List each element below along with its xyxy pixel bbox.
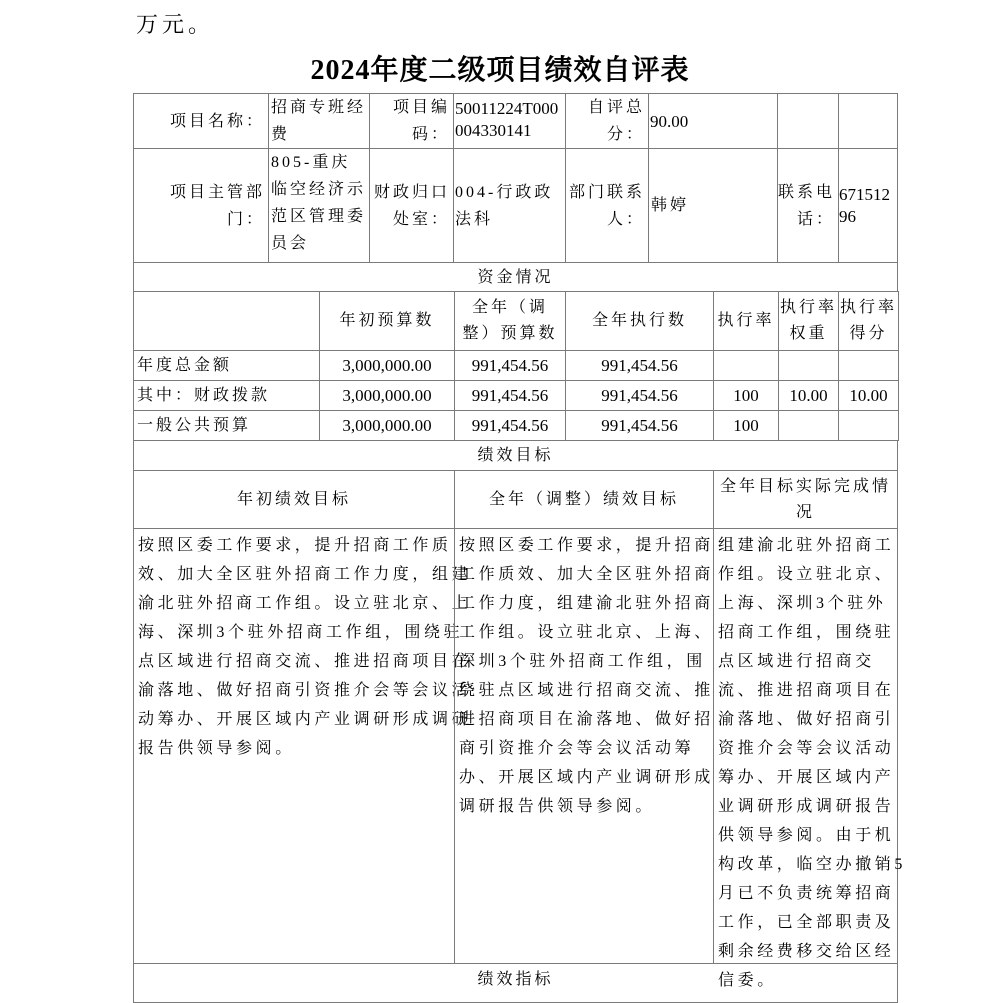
goal-line: 工作力度，组建渝北驻外招商 — [459, 595, 714, 612]
goal-line: 动筹办、开展区域内产业调研形成调研 — [138, 711, 472, 728]
goal-line: 组建渝北驻外招商工 — [718, 537, 895, 554]
goal-line: 点区域进行招商交流、推进招商项目在 — [138, 653, 472, 670]
goals-header-actual: 全年目标实际完成情况 — [713, 470, 898, 529]
funding-cell: 10.00 — [838, 380, 899, 411]
funding-row-label: 其中：财政拨款 — [133, 380, 320, 411]
goal-line: 进招商项目在渝落地、做好招 — [459, 711, 714, 728]
project-name-label: 项目名称： — [133, 93, 269, 149]
goal-line: 渝落地、做好招商引资推介会等会议活 — [138, 682, 472, 699]
funding-cell — [713, 350, 779, 381]
goal-line: 业调研形成调研报告 — [718, 798, 895, 815]
goal-line: 深圳3个驻外招商工作组，围 — [459, 653, 706, 670]
funding-cell: 991,454.56 — [565, 380, 714, 411]
goal-line: 流、推进招商项目在 — [718, 682, 895, 699]
phone-label: 联系电话： — [777, 148, 839, 263]
score-label: 自评总分： — [565, 93, 649, 149]
goal-line: 工作质效、加大全区驻外招商 — [459, 566, 714, 583]
funding-header: 全年（调整）预算数 — [454, 291, 566, 351]
funding-cell — [778, 410, 839, 441]
funding-header — [133, 291, 320, 351]
goal-line: 报告供领导参阅。 — [138, 740, 295, 757]
funding-section-title: 资金情况 — [133, 262, 898, 292]
goal-actual-text — [713, 528, 907, 989]
funding-cell: 3,000,000.00 — [319, 380, 455, 411]
header-text: 万元。 — [136, 12, 215, 37]
funding-cell: 10.00 — [778, 380, 839, 411]
goal-line: 调研报告供领导参阅。 — [459, 798, 656, 815]
goal-line: 筹办、开展区域内产 — [718, 769, 895, 786]
goal-adjusted-text — [454, 528, 714, 964]
empty-cell — [777, 93, 839, 149]
goal-line: 绕驻点区域进行招商交流、推 — [459, 682, 714, 699]
goal-line: 作组。设立驻北京、 — [718, 566, 895, 583]
funding-cell: 991,454.56 — [454, 350, 566, 381]
funding-cell: 991,454.56 — [565, 410, 714, 441]
funding-cell: 100 — [713, 380, 779, 411]
goal-line: 月已不负责统筹招商 — [718, 885, 895, 902]
goal-line: 工作，已全部职责及 — [718, 914, 895, 931]
dept-label: 项目主管部门： — [133, 148, 269, 263]
funding-cell — [778, 350, 839, 381]
funding-cell: 100 — [713, 410, 779, 441]
goal-initial-text — [133, 528, 472, 964]
dept-value: 805-重庆临空经济示范区管理委员会 — [268, 148, 370, 263]
indicators-section-title: 绩效指标 — [133, 963, 898, 1003]
goal-line: 按照区委工作要求，提升招商工作质 — [138, 537, 452, 554]
funding-header: 执行率权重 — [778, 291, 839, 351]
finance-value: 004-行政政法科 — [453, 148, 566, 263]
funding-cell: 991,454.56 — [454, 380, 566, 411]
funding-header: 年初预算数 — [319, 291, 455, 351]
funding-header: 执行率 — [713, 291, 779, 351]
goal-line: 构改革，临空办撤销5 — [718, 856, 907, 873]
empty-cell — [838, 93, 898, 149]
funding-header: 全年执行数 — [565, 291, 714, 351]
goal-line: 渝北驻外招商工作组。设立驻北京、上 — [138, 595, 472, 612]
finance-label: 财政归口处室： — [369, 148, 454, 263]
goal-line: 供领导参阅。由于机 — [718, 827, 895, 844]
funding-header: 执行率得分 — [838, 291, 899, 351]
funding-cell: 3,000,000.00 — [319, 350, 455, 381]
project-name: 招商专班经费 — [268, 93, 370, 149]
goal-line: 工作组。设立驻北京、上海、 — [459, 624, 714, 641]
funding-cell: 991,454.56 — [454, 410, 566, 441]
score-value: 90.00 — [648, 93, 778, 149]
goal-line: 信委。 — [718, 972, 777, 989]
project-code-label: 项目编码： — [369, 93, 454, 149]
goal-line: 上海、深圳3个驻外 — [718, 595, 887, 612]
goals-section-title: 绩效目标 — [133, 440, 898, 471]
contact-label: 部门联系人： — [565, 148, 649, 263]
goals-header-adjusted: 全年（调整）绩效目标 — [454, 470, 714, 529]
funding-cell: 3,000,000.00 — [319, 410, 455, 441]
goal-line: 渝落地、做好招商引 — [718, 711, 895, 728]
page-title: 2024年度二级项目绩效自评表 — [310, 55, 690, 86]
funding-row-label: 年度总金额 — [133, 350, 320, 381]
goal-line: 商引资推介会等会议活动筹 — [459, 740, 695, 757]
funding-cell — [838, 410, 899, 441]
goal-line: 效、加大全区驻外招商工作力度，组建 — [138, 566, 472, 583]
phone-value: 67151296 — [838, 148, 898, 263]
goals-header-initial: 年初绩效目标 — [133, 470, 455, 529]
contact-value: 韩婷 — [648, 148, 778, 263]
project-code: 50011224T000004330141 — [453, 93, 566, 149]
goal-line: 点区域进行招商交 — [718, 653, 875, 670]
goal-line: 按照区委工作要求，提升招商 — [459, 537, 714, 554]
funding-row-label: 一般公共预算 — [133, 410, 320, 441]
goal-line: 剩余经费移交给区经 — [718, 943, 895, 960]
goal-line: 招商工作组，围绕驻 — [718, 624, 895, 641]
goal-line: 海、深圳3个驻外招商工作组，围绕驻 — [138, 624, 464, 641]
funding-cell — [838, 350, 899, 381]
funding-cell: 991,454.56 — [565, 350, 714, 381]
goal-line: 办、开展区域内产业调研形成 — [459, 769, 714, 786]
goal-line: 资推介会等会议活动 — [718, 740, 895, 757]
